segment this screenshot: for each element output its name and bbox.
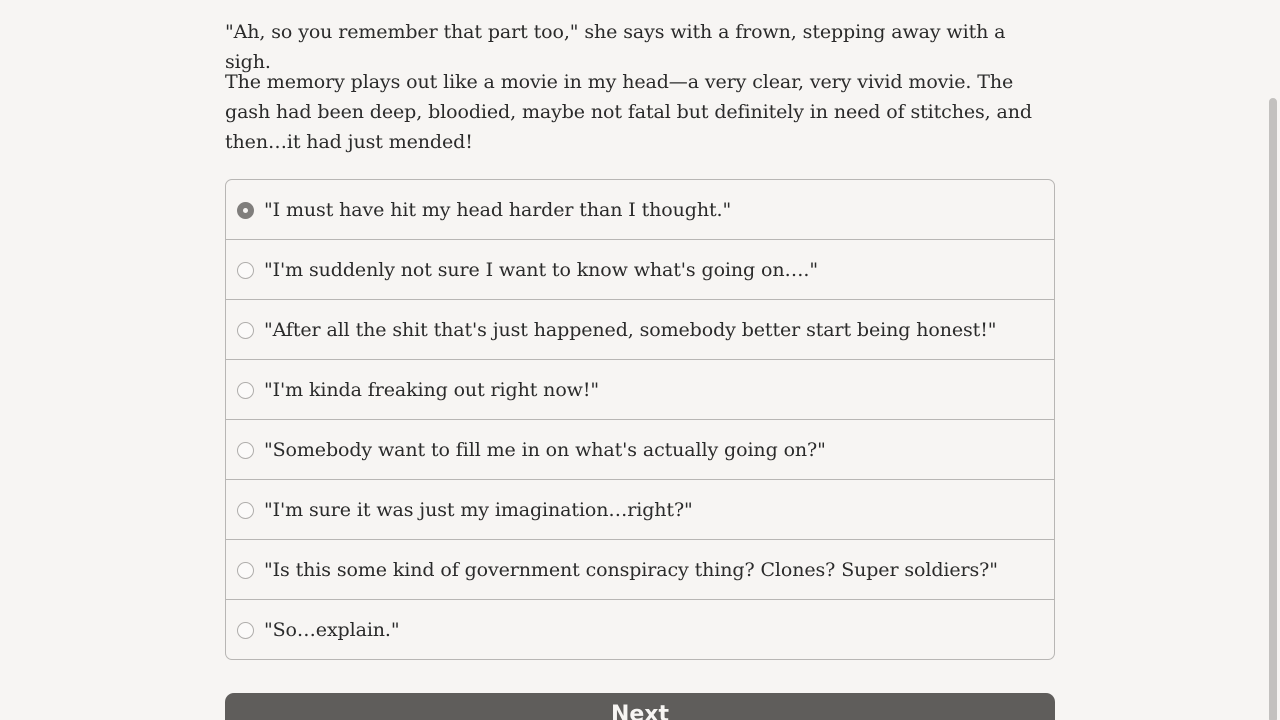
- story-paragraph: "Ah, so you remember that part too," she says with a frown, stepping away with a sigh.: [225, 21, 1006, 73]
- choice-option[interactable]: [226, 359, 1054, 419]
- radio-button-selected[interactable]: [237, 202, 254, 219]
- choice-option[interactable]: [226, 180, 1054, 239]
- choice-label: "I'm suddenly not sure I want to know what's going on….": [264, 258, 818, 281]
- radio-button[interactable]: [237, 562, 254, 579]
- story-paragraph: The memory plays out like a movie in my head—a very clear, very vivid movie. The gash had been deep, bloodied, maybe not fatal but definitely in need of stitches, and then…it had just mended!: [225, 71, 1032, 153]
- choice-label: "I'm sure it was just my imagination…right?": [264, 498, 693, 521]
- choice-option[interactable]: [226, 239, 1054, 299]
- radio-button[interactable]: [237, 622, 254, 639]
- choice-option[interactable]: [226, 539, 1054, 599]
- radio-button[interactable]: [237, 382, 254, 399]
- choice-label: "Is this some kind of government conspiracy thing? Clones? Super soldiers?": [264, 558, 998, 581]
- choice-list: [225, 179, 1055, 660]
- choice-label: "I must have hit my head harder than I thought.": [264, 198, 732, 221]
- choice-option[interactable]: [226, 479, 1054, 539]
- choice-label: "After all the shit that's just happened, somebody better start being honest!": [264, 318, 997, 341]
- radio-button[interactable]: [237, 322, 254, 339]
- radio-button[interactable]: [237, 502, 254, 519]
- next-button[interactable]: Next: [225, 693, 1055, 720]
- choice-label: "Somebody want to fill me in on what's actually going on?": [264, 438, 826, 461]
- scrollbar[interactable]: [1265, 0, 1280, 720]
- choice-option[interactable]: [226, 599, 1054, 659]
- choice-option[interactable]: [226, 419, 1054, 479]
- radio-button[interactable]: [237, 262, 254, 279]
- choice-label: "I'm kinda freaking out right now!": [264, 378, 599, 401]
- scrollbar-thumb[interactable]: [1269, 98, 1277, 720]
- choice-option[interactable]: [226, 299, 1054, 359]
- radio-button[interactable]: [237, 442, 254, 459]
- choice-label: "So…explain.": [264, 618, 400, 641]
